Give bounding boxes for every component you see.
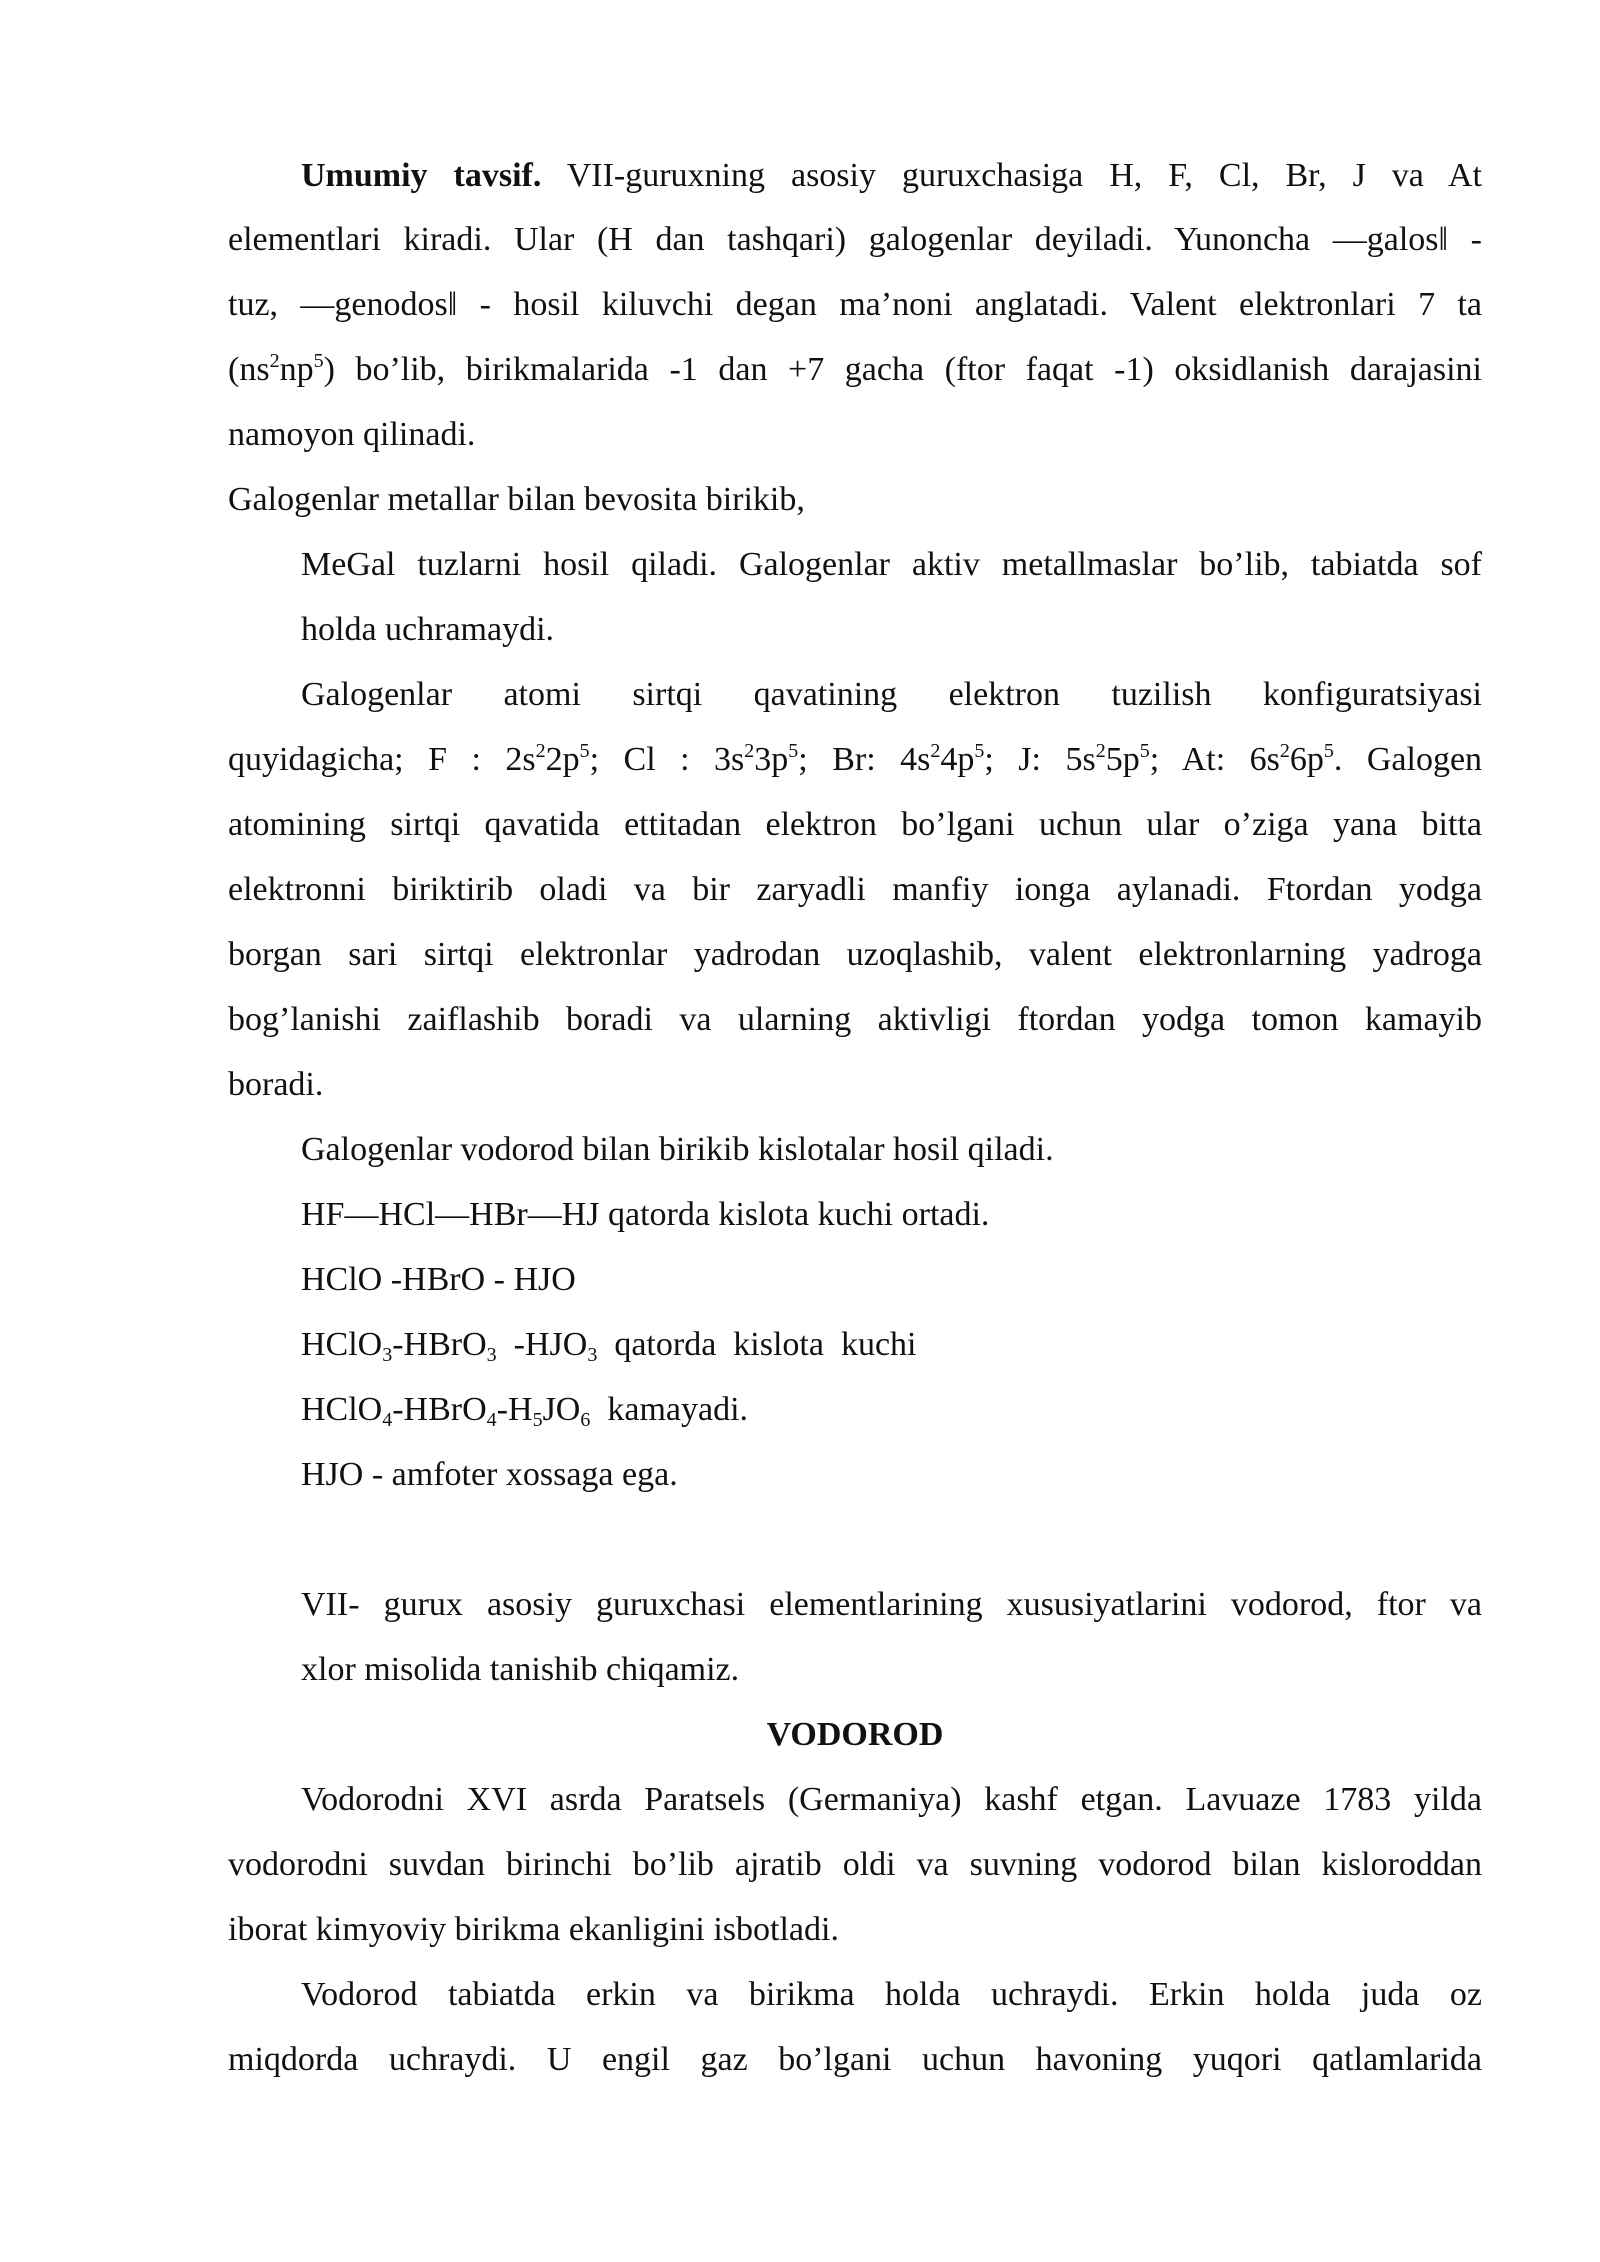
acids-line-4: HClO$_3$-HBrO$_3$ $-HJO_3$ qatorda kislota kuchi: [301, 1326, 917, 1366]
intro-line-1: [301, 144, 1482, 208]
intro-line-5: namoyon qilinadi.: [228, 416, 476, 453]
p2-line-1: Galogenlar metallar bilan bevosita birikib,: [228, 481, 805, 518]
p4-line-1: VII- gurux asosiy guruxchasi elementlarining xususiyatlarini vodorod, ftor va: [301, 1586, 1482, 1623]
intro-heading: Umumiy tavsif.: [301, 157, 542, 194]
p3-line-5: borgan sari sirtqi elektronlar yadrodan uzoqlashib, valent elektronlarning yadroga: [228, 936, 1482, 973]
p3-line-7: boradi.: [228, 1066, 324, 1103]
section-title: VODOROD: [766, 1716, 944, 1753]
p3-line-6: bog’lanishi zaiflashib boradi va ularning aktivligi ftordan yodga tomon kamayib: [228, 1001, 1482, 1038]
p3-line-3: atomining sirtqi qavatida ettitadan elektron bo’lgani uchun ular o’ziga yana bitta: [228, 806, 1482, 843]
acids-line-1: Galogenlar vodorod bilan birikib kislotalar hosil qiladi.: [301, 1131, 1054, 1168]
intro-line-1-text: VII-guruxning asosiy guruxchasiga H, F, Cl, Br, J va At: [566, 157, 1482, 194]
p3-line-1: Galogenlar atomi sirtqi qavatining elektron tuzilish konfiguratsiyasi: [301, 676, 1482, 713]
p5-line-1: Vodorodni XVI asrda Paratsels (Germaniya) kashf etgan. Lavuaze 1783 yilda: [301, 1781, 1482, 1818]
p6-line-2: miqdorda uchraydi. U engil gaz bo’lgani uchun havoning yuqori qatlamlarida: [228, 2041, 1482, 2078]
acids-line-3: HClO -HBrO - HJO: [301, 1261, 576, 1298]
p6-line-1: Vodorod tabiatda erkin va birikma holda uchraydi. Erkin holda juda oz: [301, 1976, 1482, 2013]
p2-line-3: holda uchramaydi.: [301, 611, 555, 648]
intro-line-3: tuz, ―genodos‖ - hosil kiluvchi degan ma’noni anglatadi. Valent elektronlari 7 ta: [228, 286, 1482, 323]
p3-line-2: quyidagicha; F : $2s^22p^5$; Cl : $3s^23p^5$; Br: $4s^24p^5$; J: $5s^25p^5$; At: $6s^26p^5$. Galogen: [228, 740, 1483, 778]
acids-line-5: $HClO_4-HBrO_4-H_5JO_6$ kamayadi.: [301, 1391, 749, 1431]
p3-line-4: elektronni biriktirib oladi va bir zaryadli manfiy ionga aylanadi. Ftordan yodga: [228, 871, 1482, 908]
acids-line-6: HJO - amfoter xossaga ega.: [301, 1456, 678, 1493]
p4-line-2: xlor misolida tanishib chiqamiz.: [301, 1651, 740, 1688]
intro-line-2: elementlari kiradi. Ular (H dan tashqari) galogenlar deyiladi. Yunoncha ―galos‖ -: [228, 221, 1482, 258]
acids-line-2: HF—HCl—HBr—HJ qatorda kislota kuchi ortadi.: [301, 1196, 990, 1233]
p5-line-2: vodorodni suvdan birinchi bo’lib ajratib oldi va suvning vodorod bilan kisloroddan: [228, 1846, 1482, 1883]
intro-line-4: $(ns^2np^5)$ bo’lib, birikmalarida -1 dan +7 gacha (ftor faqat -1) oksidlanish darajasini: [228, 350, 1482, 388]
p5-line-3: iborat kimyoviy birikma ekanligini isbotladi.: [228, 1911, 839, 1948]
p2-line-2: MeGal tuzlarni hosil qiladi. Galogenlar aktiv metallmaslar bo’lib, tabiatda sof: [301, 546, 1482, 583]
